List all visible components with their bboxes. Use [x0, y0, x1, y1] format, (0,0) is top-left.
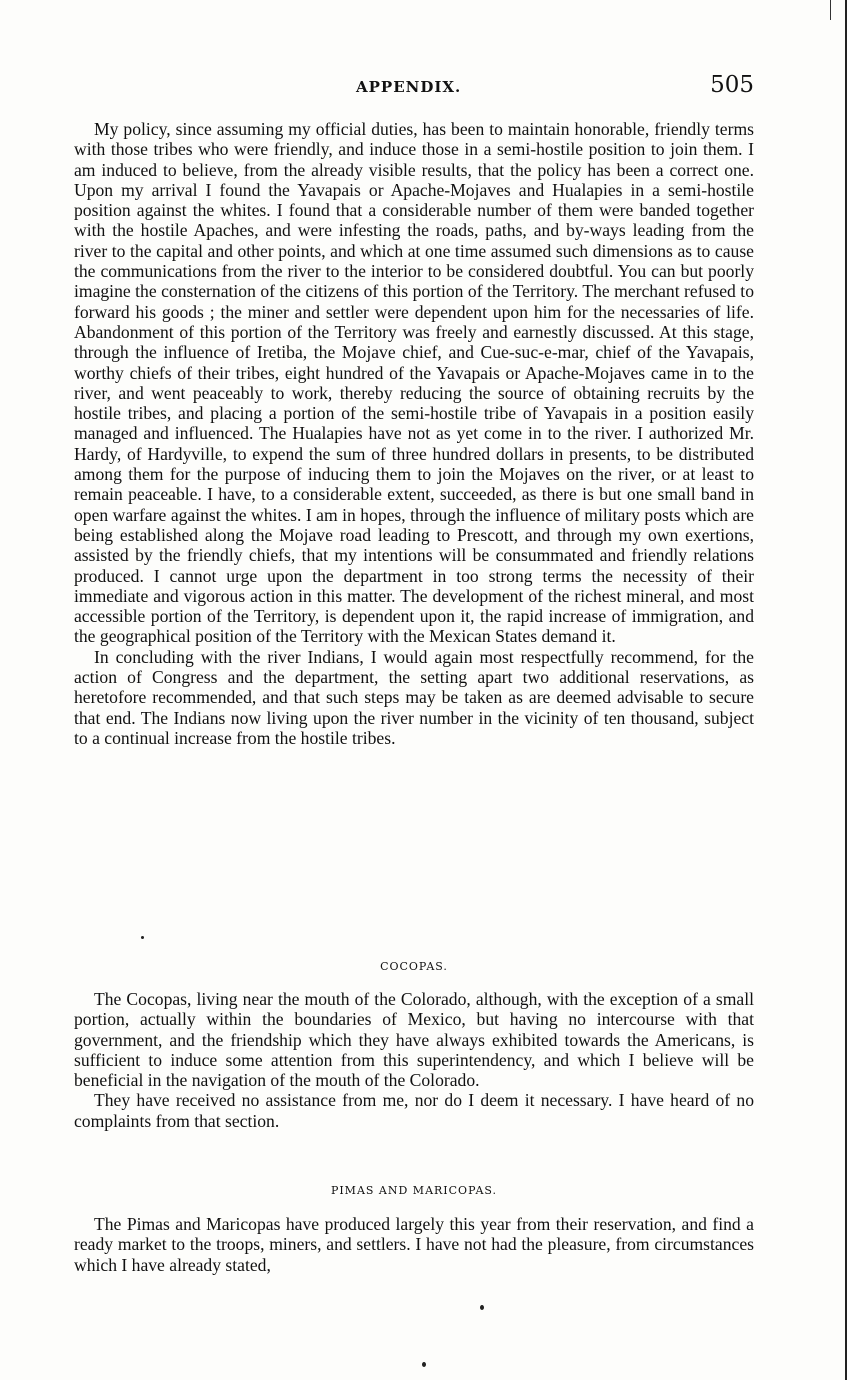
section-heading-pimas: PIMAS AND MARICOPAS. — [330, 1184, 498, 1197]
ink-speck — [480, 1305, 484, 1310]
page-edge-mark — [830, 0, 831, 20]
page-number: 505 — [710, 72, 754, 98]
section-heading-cocopas: COCOPAS. — [380, 960, 448, 973]
running-head: APPENDIX. — [356, 78, 462, 96]
pimas-text-block — [74, 1214, 754, 1275]
ink-speck — [141, 936, 144, 939]
paragraph: My policy, since assuming my official duties, has been to maintain honorable, friendly terms with those tribes who were friendly, and induce those in a semi-hostile position to join them. I am induced to believe, from the already visible results, that the policy has been a correct one. Upon my arrival I found the Yavapais or Apache-Mojaves and Hualapies in a semi-hostile position against the whites. I found that a considerable number of them were banded together with the hostile Apaches, and were infesting the roads, paths, and by-ways leading from the river to the capital and other points, and which at one time assumed such dimensions as to cause the communications from the river to the interior to be considered doubtful. You can but poorly imagine the consternation of the citizens of this portion of the Territory. The merchant refused to forward his goods ; the miner and settler were dependent upon him for the necessaries of life. Abandonment of this portion of the Territory was freely and earnestly discussed. At this stage, through the influence of Iretiba, the Mojave chief, and Cue-suc-e-mar, chief of the Yavapais, worthy chiefs of their tribes, eight hundred of the Yavapais or Apache-Mojaves came in to the river, and went peaceably to work, thereby reducing the source of obtaining recruits by the hostile tribes, and placing a portion of the semi-hostile tribe of Yavapais in a position easily managed and influenced. The Hualapies have not as yet come in to the river. I authorized Mr. Hardy, of Hardyville, to expend the sum of three hundred dollars in presents, to be distributed among them for the purpose of inducing them to join the Mojaves on the river, or at least to remain peaceable. I have, to a considerable extent, succeeded, as there is but one small band in open warfare against the whites. I am in hopes, through the influence of military posts which are being established along the Mojave road leading to Prescott, and through my own exertions, assisted by the friendly chiefs, that my intentions will be consummated and friendly relations produced. I cannot urge upon the department in too strong terms the necessity of their immediate and vigorous action in this matter. The development of the richest mineral, and most accessible portion of the Territory, is dependent upon it, the rapid increase of immigration, and the geographical position of the Territory with the Mexican States demand it. — [74, 119, 754, 647]
paragraph: The Pimas and Maricopas have produced largely this year from their reservation, and find a ready market to the troops, miners, and settlers. I have not had the pleasure, from circumstances which I have already stated, — [74, 1214, 754, 1275]
paragraph: They have received no assistance from me, nor do I deem it necessary. I have heard of no complaints from that section. — [74, 1090, 754, 1131]
main-text-block — [74, 119, 754, 748]
paragraph: In concluding with the river Indians, I would again most respectfully recommend, for the action of Congress and the department, the setting apart two additional reservations, as heretofore recommended, and that such steps may be taken as are deemed advisable to secure that end. The Indians now living upon the river number in the vicinity of ten thousand, subject to a continual increase from the hostile tribes. — [74, 646, 754, 748]
paragraph: The Cocopas, living near the mouth of the Colorado, although, with the exception of a small portion, actually within the boundaries of Mexico, but having no intercourse with that government, and the friendship which they have always exhibited towards the Americans, is sufficient to induce some attention from this superintendency, and which I believe will be beneficial in the navigation of the mouth of the Colorado. — [74, 989, 754, 1091]
cocopas-text-block — [74, 989, 754, 1131]
page-header — [74, 74, 754, 104]
ink-speck — [422, 1362, 426, 1367]
